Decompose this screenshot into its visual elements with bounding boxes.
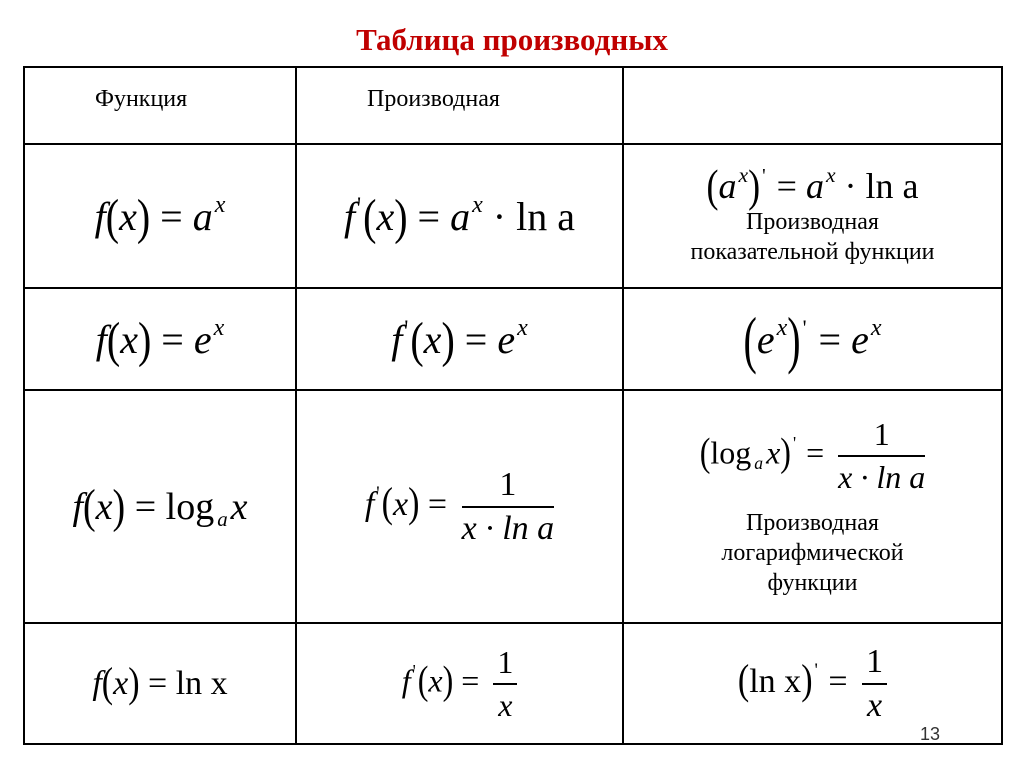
formula-derivative: $f'(x) = e^x$ xyxy=(391,310,528,368)
formula-function: f(x) = log ax xyxy=(72,480,248,533)
fraction: $\frac{1}{\text{x · ln a}}$ xyxy=(838,415,926,495)
note-line: Производная xyxy=(746,209,879,235)
formula-derivative: $f'(x) = a^x \cdot \ln a$ xyxy=(344,187,575,245)
table-row-3-extra xyxy=(623,390,1002,623)
note-line: Производная xyxy=(746,509,879,536)
table-row-2-derivative xyxy=(296,288,623,390)
note-line: логарифмической xyxy=(721,539,904,566)
fraction: $\frac{1}{x}$ xyxy=(862,643,887,725)
formula-rule: (ln x) ' = $\frac{1}{x}$ xyxy=(738,643,887,725)
table-row-3-derivative xyxy=(296,390,623,623)
table-row-4-derivative xyxy=(296,623,623,744)
formula-rule: $(e^x)' = e^x$ xyxy=(743,303,882,375)
table-row-1-function xyxy=(24,144,296,288)
formula-function: f(x) = ln x xyxy=(92,659,228,706)
table-row-2-function xyxy=(24,288,296,390)
table-row-4-function xyxy=(24,623,296,744)
table-row-3-function xyxy=(24,390,296,623)
table-row-1-extra xyxy=(623,144,1002,288)
fraction: $\frac{1}{\text{x · ln a}}$ xyxy=(461,465,555,547)
formula-function: $f(x) = a^x$ xyxy=(94,187,226,245)
page-number: 13 xyxy=(920,724,941,744)
note-line: функции xyxy=(767,569,858,596)
page-title: Таблица производных xyxy=(356,22,668,57)
header-function: Функция xyxy=(95,86,188,112)
formula-rule: (log ax) ' = $\frac{1}{\text{x · ln a}}$ xyxy=(699,415,926,495)
formula-derivative: f '(x) = $\frac{1}{x}$ xyxy=(402,644,518,724)
table-row-1-derivative xyxy=(296,144,623,288)
table-row-4-extra xyxy=(623,623,1002,744)
table-row-2-extra xyxy=(623,288,1002,390)
fraction: $\frac{1}{x}$ xyxy=(493,644,517,724)
header-derivative: Производная xyxy=(367,86,500,112)
formula-derivative: f '(x) = $\frac{1}{\text{x · ln a}}$ xyxy=(364,465,555,547)
formula-rule: $(a^x) ' = a^x \cdot \ln a$ xyxy=(706,161,919,211)
formula-function: $f(x) = e^x$ xyxy=(95,310,225,368)
note-line: показательной функции xyxy=(690,239,935,265)
